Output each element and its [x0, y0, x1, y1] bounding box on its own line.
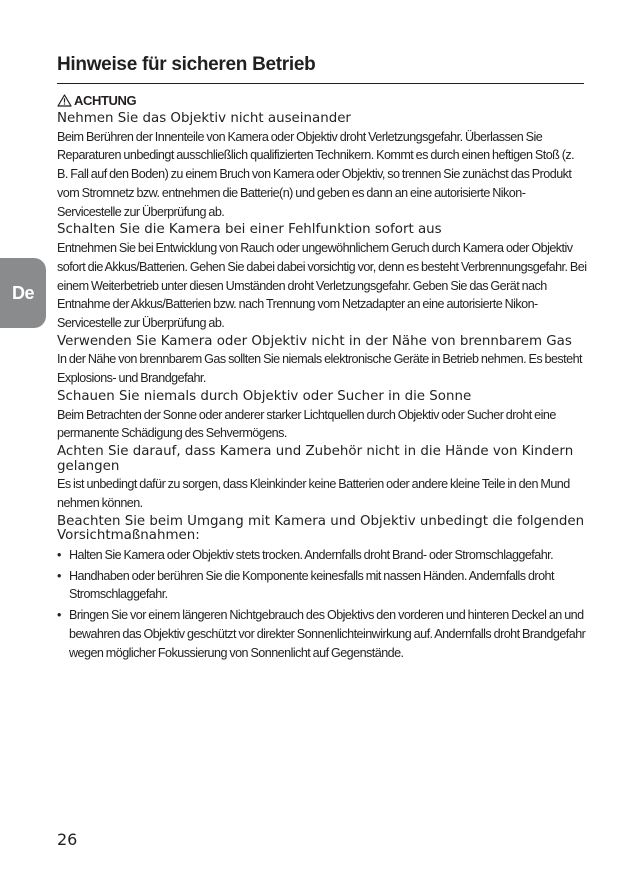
section-text: Es ist unbedingt dafür zu sorgen, dass Kleinkinder keine Batterien oder andere kleine Teile in den Mund nehmen können. [57, 477, 570, 510]
page-number: 26 [57, 830, 78, 849]
section-malfunction [57, 223, 587, 332]
section-heading: Schalten Sie die Kamera bei einer Fehlfunktion sofort aus [57, 222, 442, 238]
list-item-text: Handhaben oder berühren Sie die Komponente keinesfalls mit nassen Händen. Andernfalls droht Stromschlaggefahr. [69, 568, 554, 602]
page-title: Hinweise für sicheren Betrieb [57, 54, 584, 84]
section-disassembly [57, 112, 587, 221]
section-heading: Achten Sie darauf, dass Kamera und Zubehör nicht in die Hände von Kindern gelangen [57, 444, 574, 474]
list-item-text: Halten Sie Kamera oder Objektiv stets trocken. Andernfalls droht Brand- oder Stromschlaggefahr. [69, 547, 554, 562]
section-heading: Schauen Sie niemals durch Objektiv oder Sucher in die Sonne [57, 389, 472, 405]
precautions-list [57, 546, 587, 663]
language-tab-label: De [12, 283, 35, 303]
section-children [57, 445, 587, 513]
section-sun [57, 390, 587, 443]
section-text: Beim Betrachten der Sonne oder anderer starker Lichtquellen durch Objektiv oder Sucher droht eine permanente Schädigung des Sehvermögens. [57, 407, 556, 441]
bullet: • [57, 547, 61, 562]
bullet: • [57, 608, 61, 623]
section-heading: Beachten Sie beim Umgang mit Kamera und Objektiv unbedingt die folgenden Vorsichtmaßnahmen: [57, 513, 585, 544]
list-item-text: Bringen Sie vor einem längeren Nichtgebrauch des Objektivs den vorderen und hinteren Deckel an und bewahren das Objektiv geschützt vor direkter Sonnenlichteinwirkung auf. Andernfalls droht Brandgefahr wegen möglicher Fokussierung von Sonnenlicht auf Gegenstände. [69, 608, 586, 660]
list-item [57, 546, 587, 565]
section-text: In der Nähe von brennbarem Gas sollten Sie niemals elektronische Geräte in Betrieb nehmen. Es besteht Explosions- und Brandgefahr. [57, 352, 582, 386]
safety-content [57, 93, 587, 663]
warning-triangle-icon [57, 94, 72, 107]
warning-label [57, 93, 587, 108]
section-flammable-gas [57, 335, 587, 388]
section-heading: Verwenden Sie Kamera oder Objektiv nicht in der Nähe von brennbarem Gas [57, 333, 572, 349]
section-text: Entnehmen Sie bei Entwicklung von Rauch oder ungewöhnlichem Geruch durch Kamera oder Objektiv sofort die Akkus/Batterien. Gehen Sie dabei dabei vorsichtig vor, denn es besteht Verbrennungsgefahr. Bei einem Weiterbetrieb unter diesen Umständen droht Verletzungsgefahr. Geben Sie das Gerät nach Entnahme der Akkus/Batterien bzw. nach Trennung vom Netzadapter an eine autorisierte Nikon-Servicestelle zur Überprüfung ab. [57, 240, 587, 331]
language-tab [0, 258, 46, 328]
warning-text: ACHTUNG [74, 93, 137, 108]
section-text: Beim Berühren der Innenteile von Kamera oder Objektiv droht Verletzungsgefahr. Überlassen Sie Reparaturen unbedingt ausschließlich qualifizierten Technikern. Kommt es durch einen heftigen Stoß (z. B. Fall auf den Boden) zu einem Bruch von Kamera oder Objektiv, so trennen Sie zunächst das Produkt vom Stromnetz bzw. entnehmen die Batterie(n) und geben es dann an eine autorisierte Nikon-Servicestelle zur Überprüfung ab. [57, 129, 575, 219]
section-heading: Nehmen Sie das Objektiv nicht auseinander [57, 111, 351, 126]
bullet: • [57, 568, 61, 583]
list-item [57, 567, 587, 605]
section-precautions [57, 515, 587, 663]
list-item [57, 606, 587, 662]
